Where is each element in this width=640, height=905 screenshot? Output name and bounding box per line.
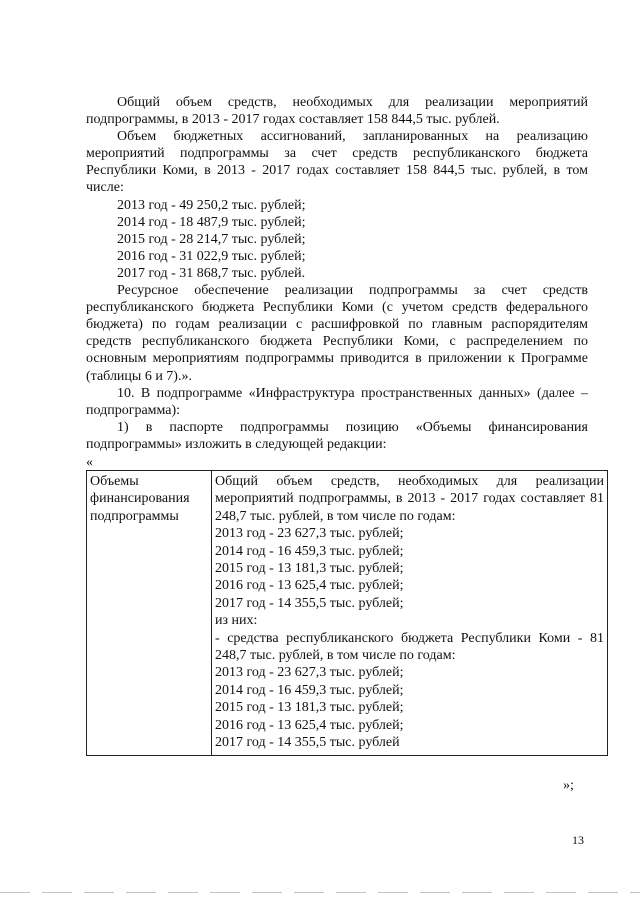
paragraph-item-10: 10. В подпрограмме «Инфраструктура пространственных данных» (далее – подпрограмма): (86, 385, 588, 418)
table-year-line: 2015 год - 13 181,3 тыс. рублей; (215, 700, 404, 716)
year-line: 2015 год - 28 214,7 тыс. рублей; (117, 231, 306, 247)
year-line: 2014 год - 18 487,9 тыс. рублей; (117, 214, 306, 230)
row-content-cell (212, 471, 608, 756)
closing-quote: »; (563, 778, 574, 793)
body-text (86, 94, 588, 453)
paragraph-budget-allocations: Объем бюджетных ассигнований, запланированных на реализацию мероприятий подпрограммы за счет средств республиканского бюджета Республики Коми, в 2013 - 2017 годах составляет 158 844,5 тыс. рублей, в том числе: (86, 129, 588, 196)
table-year-line: 2013 год - 23 627,3 тыс. рублей; (215, 526, 404, 542)
table-of-them: из них: (215, 613, 258, 629)
table-year-line: 2014 год - 16 459,3 тыс. рублей; (215, 682, 404, 698)
scan-edge-artifact (0, 892, 640, 893)
table-year-line: 2017 год - 14 355,5 тыс. рублей; (215, 595, 404, 611)
year-line: 2016 год - 31 022,9 тыс. рублей; (117, 248, 306, 264)
row-label-cell (87, 471, 212, 756)
table-year-line: 2016 год - 13 625,4 тыс. рублей; (215, 578, 404, 594)
table-year-line: 2013 год - 23 627,3 тыс. рублей; (215, 665, 404, 681)
row-label: Объемы финансирования подпрограммы (90, 474, 190, 524)
paragraph-resource-support: Ресурсное обеспечение реализации подпрограммы за счет средств республиканского бюджета Республики Коми (с учетом средств федерального бюджета) по годам реализации с расшифровкой по главным распорядителям средств республиканского бюджета Республики Коми, с распределением по основным мероприятиям подпрограммы приводится в приложении к Программе (таблицы 6 и 7).». (86, 283, 588, 384)
table-year-line: 2015 год - 13 181,3 тыс. рублей; (215, 561, 404, 577)
table-year-line: 2016 год - 13 625,4 тыс. рублей; (215, 717, 404, 733)
paragraph-item-10-1: 1) в паспорте подпрограммы позицию «Объемы финансирования подпрограммы» изложить в следующей редакции: (86, 419, 588, 452)
year-line: 2017 год - 31 868,7 тыс. рублей. (117, 265, 306, 281)
table-row (87, 471, 608, 756)
table-year-line: 2014 год - 16 459,3 тыс. рублей; (215, 543, 404, 559)
table-source: - средства республиканского бюджета Республики Коми - 81 248,7 тыс. рублей, в том числе по годам: (215, 630, 604, 664)
opening-quote: « (86, 455, 93, 470)
page-number: 13 (572, 833, 584, 847)
passport-table (86, 470, 608, 756)
table-intro: Общий объем средств, необходимых для реализации мероприятий подпрограммы, в 2013 - 2017 годах составляет 81 248,7 тыс. рублей, в том числе по годам: (215, 474, 604, 524)
table-year-line: 2017 год - 14 355,5 тыс. рублей (215, 735, 400, 751)
year-line: 2013 год - 49 250,2 тыс. рублей; (117, 197, 306, 213)
paragraph-total-volume: Общий объем средств, необходимых для реализации мероприятий подпрограммы, в 2013 - 2017 годах составляет 158 844,5 тыс. рублей. (86, 95, 588, 128)
